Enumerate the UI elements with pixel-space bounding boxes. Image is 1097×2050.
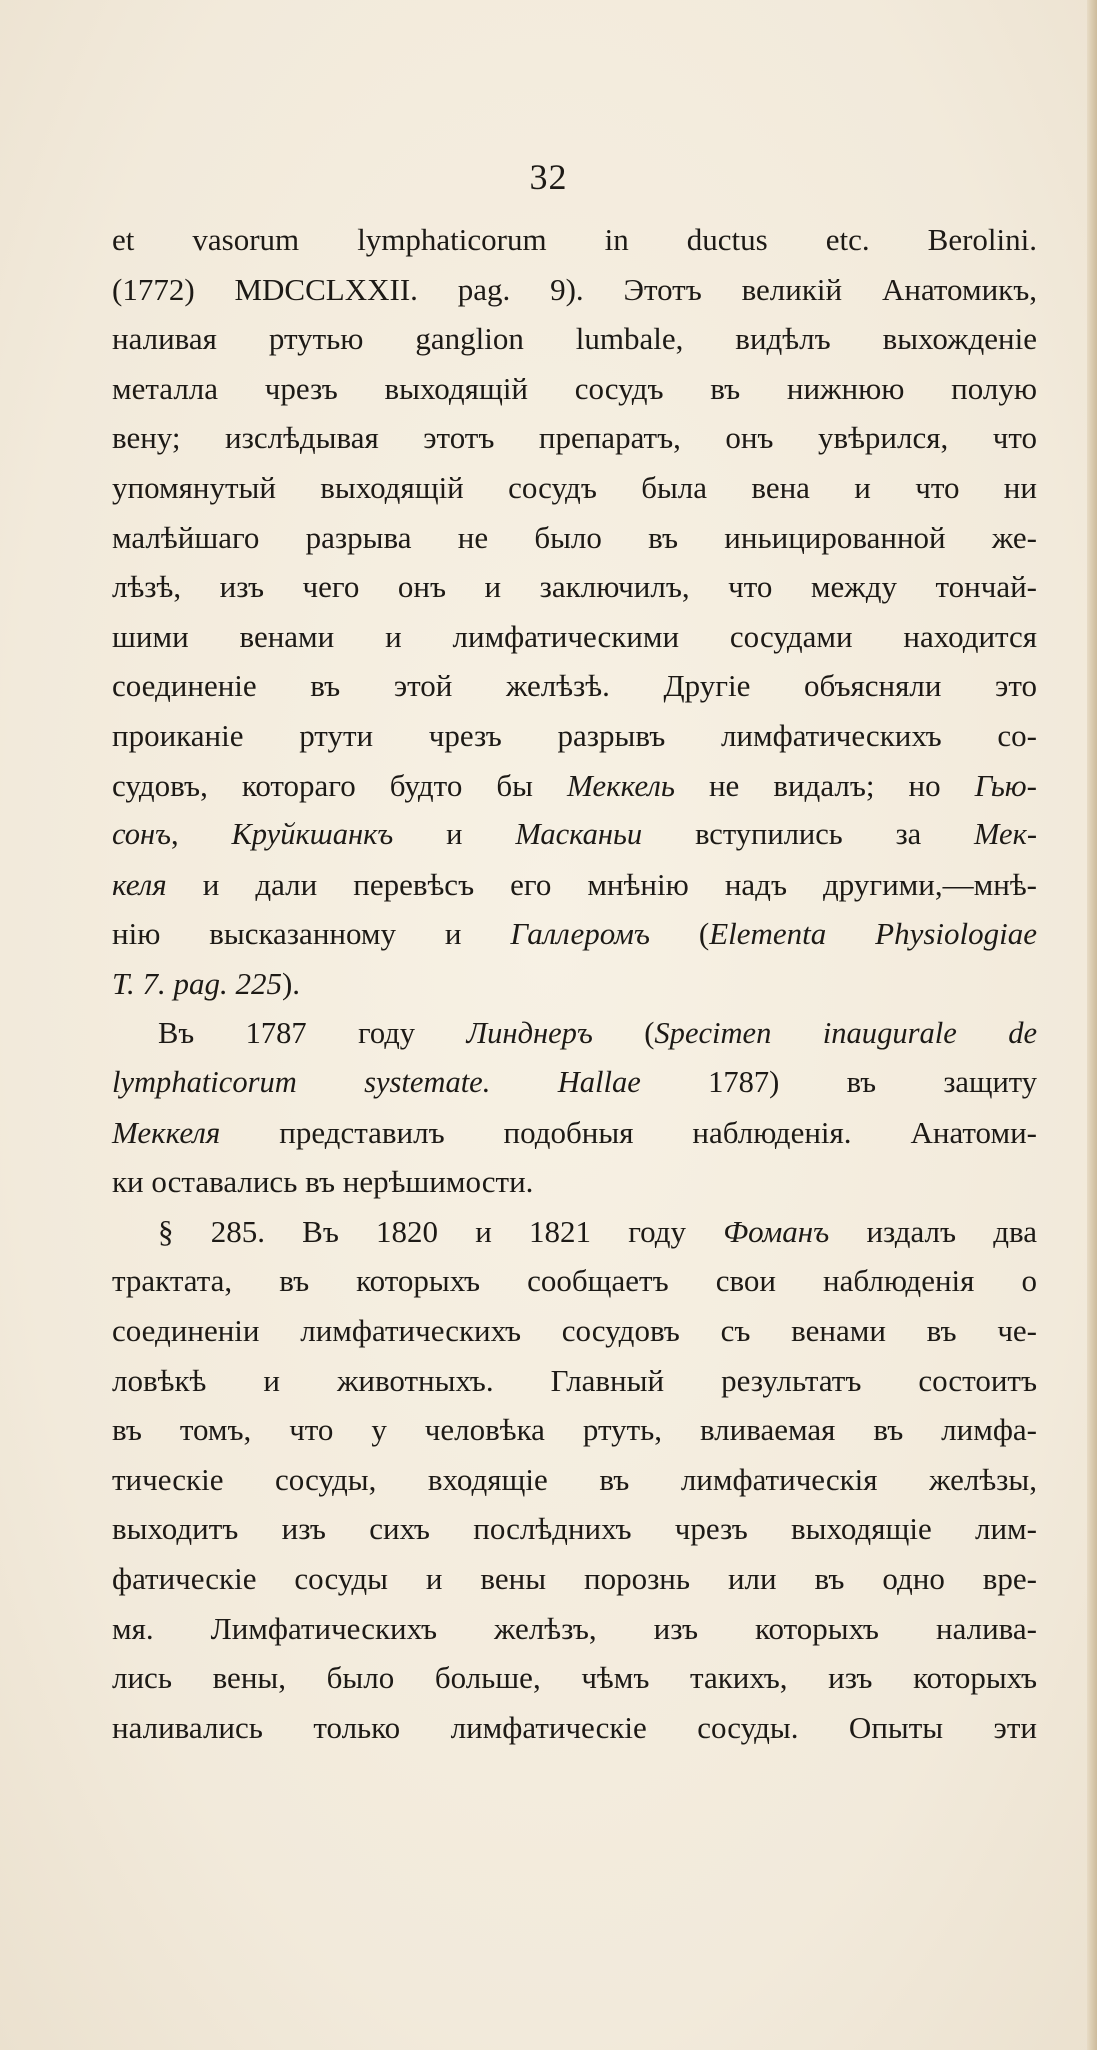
name-hewson: сонъ — [112, 817, 172, 852]
text-line — [112, 1356, 1037, 1406]
text-line — [112, 761, 1037, 811]
text-span: , — [171, 817, 232, 852]
text-line — [112, 1653, 1037, 1703]
text-span: трактата, въ которыхъ сообщаетъ свои наблюденія о — [112, 1263, 1037, 1299]
name-mascagni: Масканьи — [515, 817, 643, 852]
text-line — [112, 1009, 1037, 1059]
text-span: et vasorum lymphaticorum in ductus etc. Berolini. — [112, 222, 1037, 257]
text-span: упомянутый выходящій сосудъ была вена и что ни — [112, 469, 1037, 505]
page-edge — [1087, 0, 1097, 2050]
text-line — [112, 1256, 1037, 1306]
citation-reference: T. 7. pag. 225 — [112, 965, 282, 1001]
text-line — [112, 1306, 1037, 1356]
text-span: и — [393, 817, 516, 852]
text-span: (1772) MDCCLXXII. pag. 9). Этотъ великій Анатомикъ, — [112, 271, 1037, 307]
text-line — [112, 1058, 1037, 1108]
name-cruikshank: Круйкшанкъ — [231, 817, 394, 852]
text-span: представилъ подобныя наблюденія. Анатоми- — [220, 1114, 1037, 1150]
text-line — [112, 711, 1037, 761]
text-line — [112, 215, 1037, 265]
text-span: вступились за — [642, 817, 975, 852]
text-span: и дали перевѣсъ его мнѣнію надъ другими,—мнѣ- — [166, 866, 1037, 902]
text-line — [112, 1455, 1037, 1505]
text-line — [112, 1157, 1037, 1207]
name-meckel: Мек- — [974, 817, 1037, 852]
text-span: ки оставались въ нерѣшимости. — [112, 1164, 534, 1200]
text-span: ловѣкѣ и животныхъ. Главный результатъ состоитъ — [112, 1362, 1037, 1398]
citation-title: Specimen inauguralе de — [654, 1015, 1038, 1050]
text-line — [112, 463, 1037, 513]
text-span: издалъ два — [829, 1213, 1037, 1249]
text-line — [112, 909, 1037, 959]
text-line — [112, 562, 1037, 612]
name-haller: Галлеромъ — [510, 916, 650, 952]
text-line — [112, 860, 1037, 910]
text-span: вену; изслѣдывая этотъ препаратъ, онъ увѣрился, что — [112, 420, 1037, 456]
text-line — [112, 1108, 1037, 1158]
text-span: соединеніе въ этой желѣзѣ. Другіе объясняли это — [112, 668, 1037, 704]
name-fohmann: Фоманъ — [723, 1213, 830, 1249]
citation-title: Elementa Physiologiae — [709, 916, 1037, 952]
section-mark: § 285. Въ 1820 и 1821 году — [158, 1213, 724, 1249]
text-span: шими венами и лимфатическими сосудами находится — [112, 618, 1037, 654]
text-span: мя. Лимфатическихъ желѣзъ, изъ которыхъ налива- — [112, 1610, 1037, 1646]
text-line — [112, 364, 1037, 414]
text-span: въ томъ, что у человѣка ртуть, вливаемая въ лимфа- — [112, 1412, 1037, 1448]
text-line — [112, 1554, 1037, 1604]
page-number: 32 — [529, 157, 568, 197]
text-span: нію высказанному и — [112, 916, 511, 952]
text-line — [112, 1504, 1037, 1554]
text-span: тическіе сосуды, входящіе въ лимфатическія желѣзы, — [112, 1461, 1037, 1497]
text-span: судовъ, котораго будто бы — [112, 767, 567, 803]
text-span: соединеніи лимфатическихъ сосудовъ съ венами въ че- — [112, 1313, 1037, 1349]
text-span: Въ 1787 году — [158, 1015, 467, 1050]
text-line — [112, 959, 1037, 1009]
text-span: лѣзѣ, изъ чего онъ и заключилъ, что между тончай- — [112, 569, 1037, 605]
name-meckel: Меккеля — [112, 1114, 221, 1150]
text-line — [112, 612, 1037, 662]
text-span: выходитъ изъ сихъ послѣднихъ чрезъ выходящіе лим- — [112, 1511, 1037, 1547]
text-span: наливались только лимфатическіе сосуды. Опыты эти — [112, 1709, 1037, 1745]
text-span: малѣйшаго разрыва не было въ иньицированной же- — [112, 519, 1037, 555]
name-meckel: келя — [112, 866, 167, 902]
text-span: наливая ртутью ganglion lumbale, видѣлъ выхожденіе — [112, 321, 1037, 357]
name-meckel: Меккель — [566, 767, 675, 803]
text-span: 1787) въ защиту — [640, 1065, 1037, 1100]
text-line — [112, 810, 1037, 860]
citation-title: lymphaticorum systemate. Hallae — [112, 1065, 641, 1100]
text-line — [112, 1703, 1037, 1753]
text-line — [112, 314, 1037, 364]
text-line — [112, 513, 1037, 563]
name-hewson: Гью- — [974, 767, 1037, 803]
text-span: ). — [281, 965, 301, 1001]
text-line — [112, 1405, 1037, 1455]
text-line — [112, 265, 1037, 315]
text-span: проиканіе ртути чрезъ разрывъ лимфатическихъ со- — [112, 717, 1037, 753]
text-span: ( — [592, 1015, 655, 1050]
text-span: фатическіе сосуды и вены порознь или въ одно вре- — [112, 1561, 1037, 1597]
text-span: ( — [649, 916, 710, 952]
text-span: металла чрезъ выходящій сосудъ въ нижнюю полую — [112, 370, 1037, 406]
text-line — [112, 1207, 1037, 1257]
name-lindner: Линднеръ — [466, 1015, 593, 1050]
text-span: лись вены, было больше, чѣмъ такихъ, изъ которыхъ — [112, 1660, 1037, 1696]
text-line — [112, 413, 1037, 463]
text-span: не видалъ; но — [674, 767, 975, 803]
text-line — [112, 661, 1037, 711]
text-line — [112, 1604, 1037, 1654]
body-text — [112, 215, 1037, 1752]
